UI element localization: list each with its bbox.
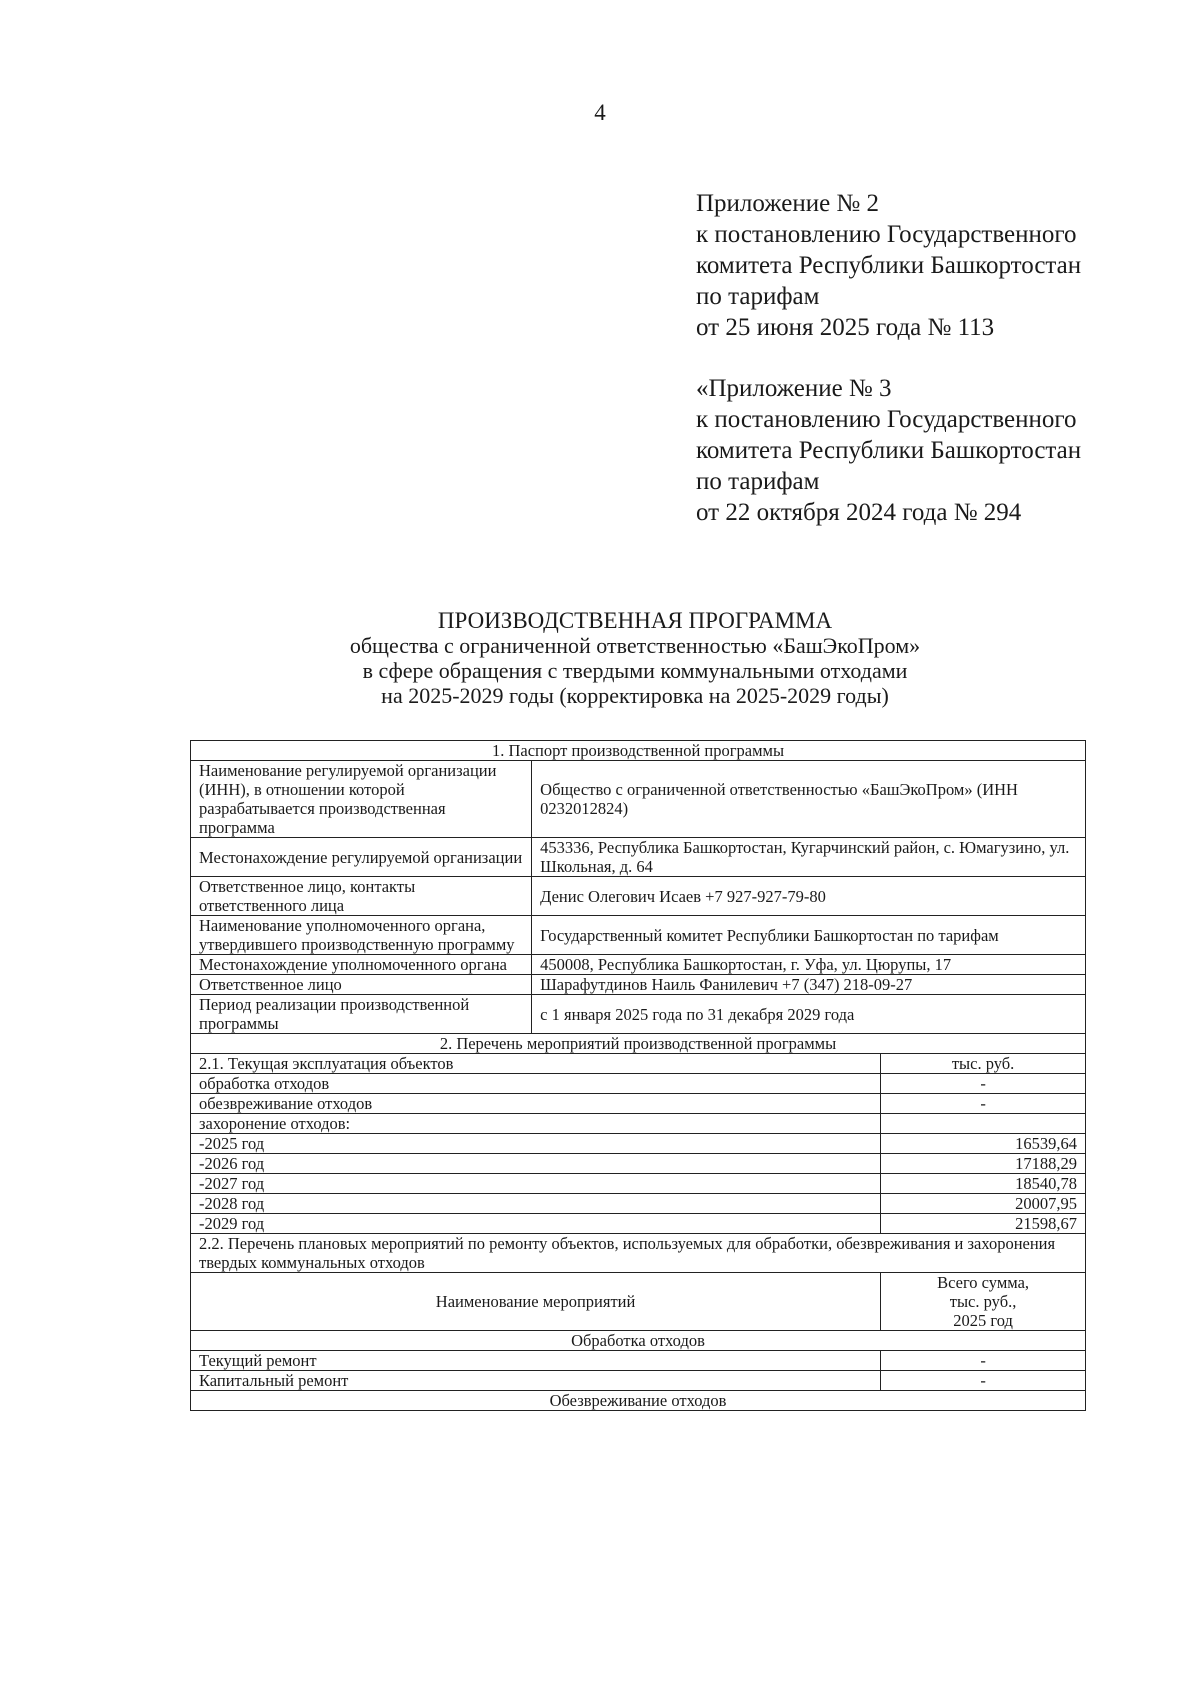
passport-value: Общество с ограниченной ответственностью «БашЭкоПром» (ИНН 0232012824) (532, 761, 1086, 838)
operation-row (191, 1214, 1086, 1234)
operation-label: -2029 год (191, 1214, 881, 1234)
operation-label: захоронение отходов: (191, 1114, 881, 1134)
passport-row (191, 877, 1086, 916)
operation-row (191, 1134, 1086, 1154)
repair-row (191, 1351, 1086, 1371)
subsection-2-2-label: 2.2. Перечень плановых мероприятий по ремонту объектов, используемых для обработки, обезвреживания и захоронения твердых коммунальных отходов (191, 1234, 1086, 1273)
passport-row (191, 838, 1086, 877)
column-header-sum-line: тыс. руб., (949, 1292, 1017, 1311)
column-header-sum-line: 2025 год (953, 1311, 1013, 1330)
appendix-3-line: к постановлению Государственного (696, 406, 1077, 433)
group-header-row (191, 1331, 1086, 1351)
operation-row (191, 1174, 1086, 1194)
operation-value: 21598,67 (881, 1214, 1086, 1234)
operation-value: 18540,78 (881, 1174, 1086, 1194)
passport-label: Наименование уполномоченного органа, утвердившего производственную программу (191, 916, 532, 955)
subsection-2-1-row (191, 1054, 1086, 1074)
repair-value: - (881, 1351, 1086, 1371)
operation-row (191, 1094, 1086, 1114)
repair-row (191, 1371, 1086, 1391)
program-table (190, 740, 1086, 1411)
section-2-header: 2. Перечень мероприятий производственной программы (191, 1034, 1086, 1054)
appendix-2-line: Приложение № 2 (696, 190, 880, 217)
section-1-header: 1. Паспорт производственной программы (191, 741, 1086, 761)
appendix-2-line: по тарифам (696, 283, 820, 310)
operation-value: - (881, 1094, 1086, 1114)
passport-label: Ответственное лицо (191, 975, 532, 995)
repair-label: Капитальный ремонт (191, 1371, 881, 1391)
passport-row (191, 955, 1086, 975)
section-2-header-row (191, 1034, 1086, 1054)
passport-row (191, 761, 1086, 838)
operation-value: 20007,95 (881, 1194, 1086, 1214)
passport-row (191, 916, 1086, 955)
passport-row (191, 995, 1086, 1034)
subsection-2-2-row (191, 1234, 1086, 1273)
appendix-3-line: комитета Республики Башкортостан (696, 437, 1082, 464)
title-main: ПРОИЗВОДСТВЕННАЯ ПРОГРАММА (437, 608, 833, 633)
page-number: 4 (594, 100, 606, 125)
appendix-3-line: от 22 октября 2024 года № 294 (696, 499, 1022, 526)
appendix-3-line: «Приложение № 3 (696, 375, 892, 402)
operation-label: -2028 год (191, 1194, 881, 1214)
appendix-2-line: комитета Республики Башкортостан (696, 252, 1082, 279)
column-header-sum (881, 1273, 1086, 1331)
operation-row (191, 1074, 1086, 1094)
passport-label: Местонахождение регулируемой организации (191, 838, 532, 877)
subsection-2-1-label: 2.1. Текущая эксплуатация объектов (191, 1054, 881, 1074)
unit-label: тыс. руб. (881, 1054, 1086, 1074)
repair-label: Текущий ремонт (191, 1351, 881, 1371)
operation-row (191, 1114, 1086, 1134)
passport-value: Денис Олегович Исаев +7 927-927-79-80 (532, 877, 1086, 916)
passport-value: Шарафутдинов Наиль Фанилевич +7 (347) 218-09-27 (532, 975, 1086, 995)
title-line: на 2025-2029 годы (корректировка на 2025-2029 годы) (381, 683, 889, 708)
appendix-2-line: к постановлению Государственного (696, 221, 1077, 248)
passport-label: Период реализации производственной программы (191, 995, 532, 1034)
operation-label: -2026 год (191, 1154, 881, 1174)
passport-value: Государственный комитет Республики Башкортостан по тарифам (532, 916, 1086, 955)
operation-row (191, 1154, 1086, 1174)
operation-label: обезвреживание отходов (191, 1094, 881, 1114)
appendix-3-header (696, 373, 1081, 528)
repair-header-row (191, 1273, 1086, 1331)
operation-value: - (881, 1074, 1086, 1094)
section-1-header-row (191, 741, 1086, 761)
operation-label: -2025 год (191, 1134, 881, 1154)
appendix-2-header (696, 188, 1081, 343)
operation-label: -2027 год (191, 1174, 881, 1194)
operation-value: 16539,64 (881, 1134, 1086, 1154)
operation-value (881, 1114, 1086, 1134)
group-header: Обезвреживание отходов (191, 1391, 1086, 1411)
passport-value: 450008, Республика Башкортостан, г. Уфа, ул. Цюрупы, 17 (532, 955, 1086, 975)
group-header: Обработка отходов (191, 1331, 1086, 1351)
appendix-2-line: от 25 июня 2025 года № 113 (696, 314, 995, 341)
title-line: общества с ограниченной ответственностью «БашЭкоПром» (349, 633, 921, 658)
group-header-row (191, 1391, 1086, 1411)
appendix-3-line: по тарифам (696, 468, 820, 495)
passport-label: Наименование регулируемой организации (ИНН), в отношении которой разрабатывается производственная программа (191, 761, 532, 838)
passport-value: 453336, Республика Башкортостан, Кугарчинский район, с. Юмагузино, ул. Школьная, д. 64 (532, 838, 1086, 877)
column-header-sum-line: Всего сумма, (937, 1273, 1030, 1292)
column-header-name: Наименование мероприятий (191, 1273, 881, 1331)
repair-value: - (881, 1371, 1086, 1391)
operation-value: 17188,29 (881, 1154, 1086, 1174)
document-title (0, 608, 1200, 708)
title-line: в сфере обращения с твердыми коммунальными отходами (362, 658, 908, 683)
passport-label: Местонахождение уполномоченного органа (191, 955, 532, 975)
passport-row (191, 975, 1086, 995)
operation-row (191, 1194, 1086, 1214)
operation-label: обработка отходов (191, 1074, 881, 1094)
passport-label: Ответственное лицо, контакты ответственного лица (191, 877, 532, 916)
passport-value: с 1 января 2025 года по 31 декабря 2029 года (532, 995, 1086, 1034)
